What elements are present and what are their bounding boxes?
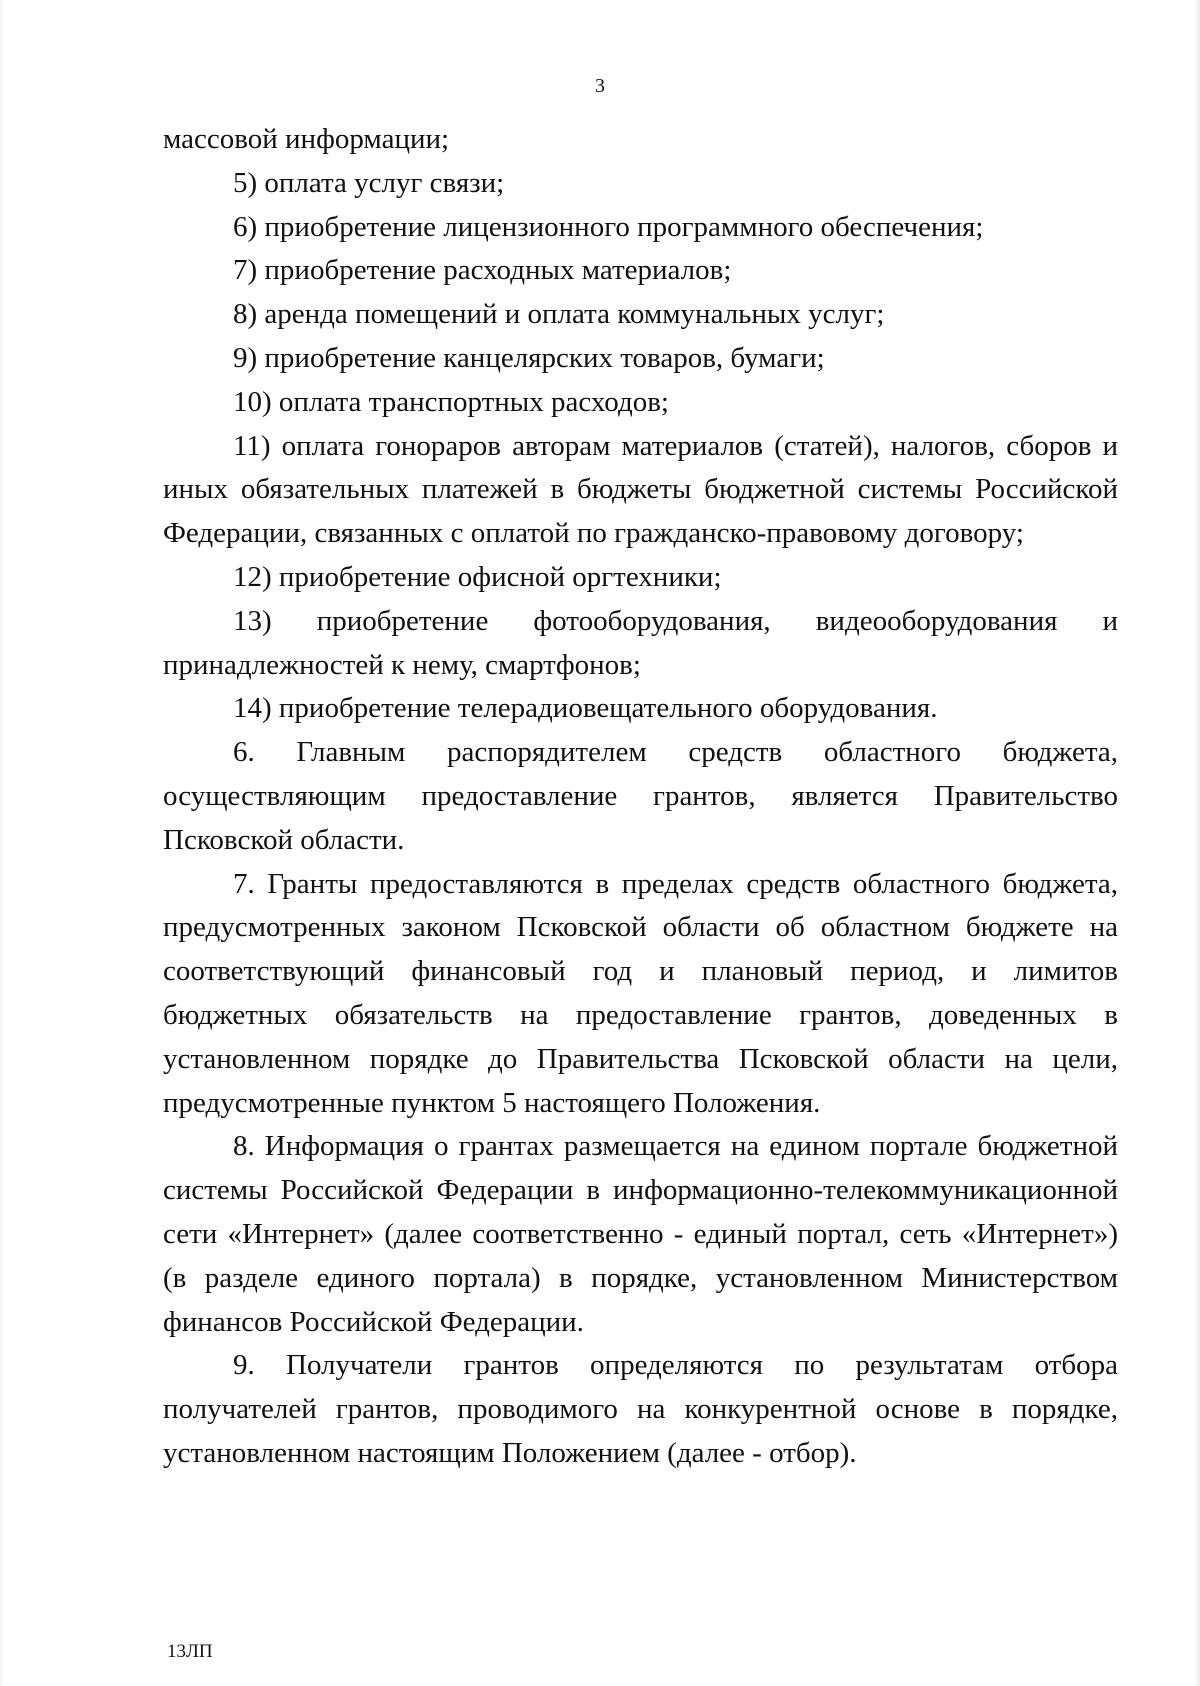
scan-edge-right: [1194, 0, 1200, 1686]
list-item-12: 12) приобретение офисной оргтехники;: [233, 560, 722, 593]
page-number: 3: [595, 75, 605, 97]
list-item-5: 5) оплата услуг связи;: [233, 166, 505, 199]
list-item-13: 13) приобретение фотооборудования, видеооборудования и принадлежностей к нему, смартфонов;: [163, 604, 1118, 681]
scan-edge-left: [0, 0, 4, 1686]
list-item-7: 7) приобретение расходных материалов;: [233, 254, 732, 287]
list-item-6: 6) приобретение лицензионного программного обеспечения;: [233, 210, 984, 243]
clause-9: 9. Получатели грантов определяются по результатам отбора получателей грантов, проводимого на конкурентной основе в порядке, установленном настоящим Положением (далее - отбор).: [163, 1349, 1118, 1469]
list-item-11: 11) оплата гонораров авторам материалов (статей), налогов, сборов и иных обязательных платежей в бюджеты бюджетной системы Российской Федерации, связанных с оплатой по гражданско-правовому договору;: [163, 429, 1118, 550]
list-item-14: 14) приобретение телерадиовещательного оборудования.: [233, 692, 938, 725]
paragraph-continuation: массовой информации;: [163, 123, 450, 155]
clause-7: 7. Гранты предоставляются в пределах средств областного бюджета, предусмотренных законом Псковской области об областном бюджете на соответствующий финансовый год и плановый период, и лимитов бюджетных обязательств на предоставление грантов, доведенных в установленном порядке до Правительства Псковской области на цели, предусмотренные пунктом 5 настоящего Положения.: [163, 867, 1118, 1119]
clause-8: 8. Информация о грантах размещается на едином портале бюджетной системы Российской Федерации в информационно-телекоммуникационной сети «Интернет» (далее соответственно - единый портал, сеть «Интернет») (в разделе единого портала) в порядке, установленном Министерством финансов Российской Федерации.: [163, 1130, 1118, 1338]
list-item-8: 8) аренда помещений и оплата коммунальных услуг;: [233, 298, 885, 331]
footer-document-code: 13ЛП: [167, 1641, 213, 1662]
list-item-9: 9) приобретение канцелярских товаров, бумаги;: [233, 341, 825, 374]
clause-6: 6. Главным распорядителем средств областного бюджета, осуществляющим предоставление грантов, является Правительство Псковской области.: [163, 736, 1118, 856]
document-body: [163, 118, 1118, 1476]
list-item-10: 10) оплата транспортных расходов;: [233, 385, 669, 418]
